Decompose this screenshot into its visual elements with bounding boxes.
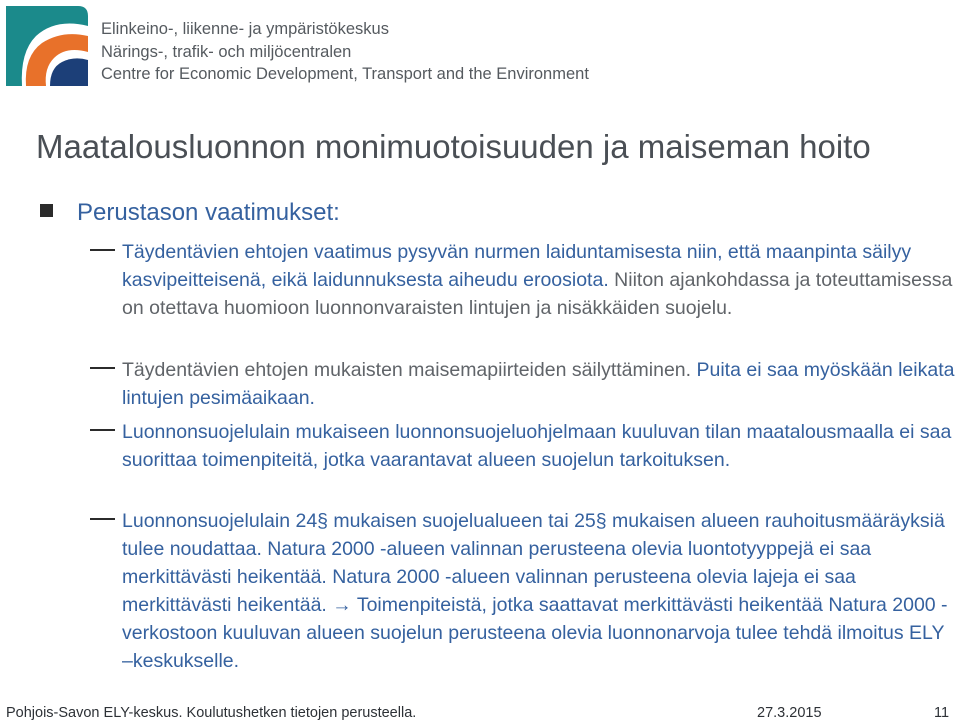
section-bullet <box>40 199 880 227</box>
list-item-text-part: Luonnonsuojelulain 24§ mukaisen suojelualueen tai 25§ mukaisen alueen rauhoitusmääräyksiä tulee noudattaa. Natura 2000 -alueen valinnan perusteena olevia luontotyyppejä ei saa merkittävästi heikentää. Natura 2000 -alueen valinnan perusteena olevia lajeja ei saa merkittävästi heikentää. → Toimenpiteistä, jotka saattavat merkittävästi heikentää Natura 2000 -verkostoon kuuluvan alueen suojelun perusteena olevia luonnonarvoja tulee tehdä ilmoitus ELY –keskukselle. <box>122 510 948 672</box>
organization-name <box>101 18 589 86</box>
org-name-fi: Elinkeino-, liikenne- ja ympäristökeskus <box>101 20 389 38</box>
slide-title: Maatalousluonnon monimuotoisuuden ja maiseman hoito <box>36 128 871 165</box>
list-item-text-part: Luonnonsuojelulain mukaiseen luonnonsuojeluohjelmaan kuuluvan tilan maatalousmaalla ei saa suorittaa toimenpiteitä, jotka vaarantavat alueen suojelun tarkoituksen. <box>122 421 952 471</box>
footer-date: 27.3.2015 <box>757 705 822 721</box>
square-bullet-icon <box>40 204 53 217</box>
org-name-sv: Närings-, trafik- och miljöcentralen <box>101 42 352 61</box>
org-name-en: Centre for Economic Development, Transport and the Environment <box>101 65 589 83</box>
list-item <box>90 356 960 412</box>
list-item-text <box>122 238 960 322</box>
dash-bullet-icon <box>90 429 115 431</box>
section-heading: Perustason vaatimukset: <box>77 199 340 226</box>
dash-bullet-icon <box>90 367 115 369</box>
list-item-text <box>122 507 960 675</box>
list-item-text <box>122 418 960 474</box>
ely-logo-icon <box>6 6 88 88</box>
dash-bullet-icon <box>90 249 115 251</box>
list-item-text-part: Täydentävien ehtojen mukaisten maisemapiirteiden säilyttäminen. <box>122 359 697 381</box>
list-item <box>90 238 960 322</box>
list-item-text-part: Täydentävien ehtojen vaatimus pysyvän nurmen laiduntamisesta niin, että maanpinta säilyy kasvipeitteisenä, eikä laidunnuksesta aiheudu eroosiota. <box>122 241 912 291</box>
list-item-text-part: Puita ei saa myöskään leikata lintujen pesimäaikaan. <box>122 359 955 409</box>
dash-bullet-icon <box>90 518 115 520</box>
list-item-text <box>122 356 960 412</box>
list-item <box>90 418 960 474</box>
page-number: 11 <box>934 705 950 721</box>
list-item-text-part: Niiton ajankohdassa ja toteuttamisessa on otettava huomioon luonnonvaraisten lintujen ja nisäkkäiden suojelu. <box>122 269 953 319</box>
footer-source: Pohjois-Savon ELY-keskus. Koulutushetken tietojen perusteella. <box>6 705 417 721</box>
list-item <box>90 507 960 675</box>
